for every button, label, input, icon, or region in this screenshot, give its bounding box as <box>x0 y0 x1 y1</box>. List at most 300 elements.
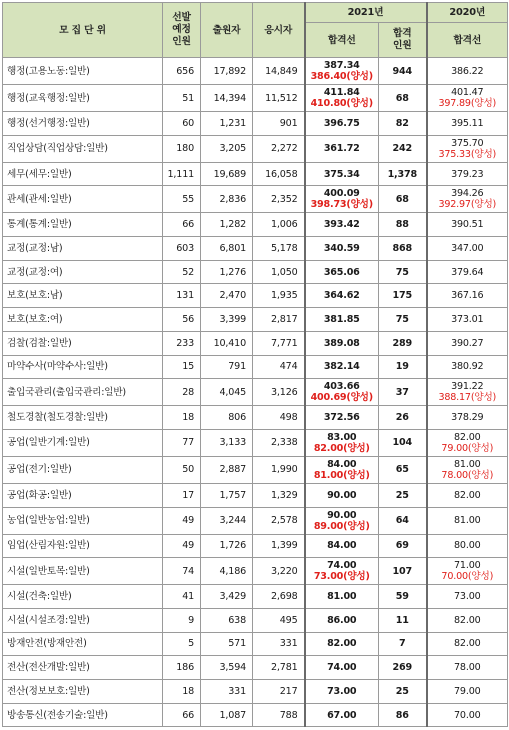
cell-cutoff-2020 <box>427 483 508 507</box>
cell-examinees <box>253 162 305 186</box>
cell-applicants <box>201 534 253 558</box>
cell-cutoff-2021 <box>305 260 379 284</box>
cell-passed-2021 <box>379 186 427 213</box>
unit-label: 보호(보호:여) <box>7 313 63 325</box>
cell-cutoff-2021 <box>305 656 379 680</box>
table-row <box>3 162 508 186</box>
cutoff-2021-gender-balance-value: 73.00(양성) <box>313 571 370 583</box>
cell-cutoff-2020 <box>427 585 508 609</box>
quota-value: 180 <box>176 143 194 155</box>
header-passed-2021 <box>379 23 427 58</box>
passed-2021-value: 242 <box>392 143 412 155</box>
cell-applicants <box>201 585 253 609</box>
cell-passed-2021 <box>379 355 427 379</box>
cell-quota <box>163 308 201 332</box>
cutoff-2021-value: 74.00 <box>327 560 357 572</box>
examinees-value: 217 <box>279 685 298 697</box>
applicants-value: 2,887 <box>219 464 246 476</box>
table-row <box>3 703 508 727</box>
cell-cutoff-2020 <box>427 85 508 112</box>
cutoff-2021-gender-balance-value: 400.69(양성) <box>310 392 373 404</box>
cutoff-2021-value: 74.00 <box>327 662 357 674</box>
cell-cutoff-2021 <box>305 186 379 213</box>
cutoff-2021-gender-balance-value: 386.40(양성) <box>310 71 373 82</box>
passed-2021-value: 69 <box>395 540 409 552</box>
cutoff-2021-value: 67.00 <box>327 709 357 721</box>
quota-value: 5 <box>188 638 194 650</box>
examinees-value: 3,126 <box>271 386 298 398</box>
cell-applicants <box>201 213 253 237</box>
passed-2021-value: 868 <box>392 242 412 254</box>
examinees-value: 1,006 <box>271 219 298 231</box>
examinees-value: 2,272 <box>271 143 298 155</box>
quota-value: 603 <box>176 242 194 254</box>
cell-examinees <box>253 58 305 85</box>
passed-2021-value: 1,378 <box>387 168 417 180</box>
table-row <box>3 213 508 237</box>
cell-passed-2021 <box>379 558 427 585</box>
cell-examinees <box>253 213 305 237</box>
cell-passed-2021 <box>379 331 427 355</box>
cell-examinees <box>253 260 305 284</box>
unit-label: 농업(일반농업:일반) <box>7 515 90 527</box>
cell-unit <box>3 186 163 213</box>
cell-cutoff-2020 <box>427 213 508 237</box>
passed-2021-value: 944 <box>392 65 412 77</box>
cutoff-2020-gender-balance-value: 392.97(양성) <box>438 199 497 211</box>
cutoff-2020-value: 390.51 <box>451 219 484 231</box>
passed-2021-value: 175 <box>392 290 412 302</box>
cell-passed-2021 <box>379 58 427 85</box>
cell-examinees <box>253 429 305 456</box>
cutoff-2020-value: 391.22 <box>451 381 484 393</box>
cell-quota <box>163 379 201 406</box>
quota-value: 17 <box>182 489 194 501</box>
cell-passed-2021 <box>379 406 427 430</box>
cell-unit <box>3 58 163 85</box>
cell-unit <box>3 534 163 558</box>
cell-cutoff-2020 <box>427 379 508 406</box>
quota-value: 50 <box>182 464 194 476</box>
cell-quota <box>163 135 201 162</box>
cell-cutoff-2020 <box>427 284 508 308</box>
cell-quota <box>163 558 201 585</box>
table-row <box>3 331 508 355</box>
cell-unit <box>3 379 163 406</box>
header-quota-text: 선발 예정 인원 <box>172 12 191 47</box>
cell-cutoff-2021 <box>305 135 379 162</box>
cutoff-2020-value: 386.22 <box>451 65 484 77</box>
cell-quota <box>163 162 201 186</box>
passed-2021-value: 11 <box>395 614 409 626</box>
examinees-value: 7,771 <box>271 337 298 349</box>
applicants-value: 571 <box>228 638 246 650</box>
cell-passed-2021 <box>379 456 427 483</box>
cell-quota <box>163 186 201 213</box>
cutoff-2020-value: 401.47 <box>451 87 484 98</box>
cell-examinees <box>253 284 305 308</box>
cell-quota <box>163 585 201 609</box>
quota-value: 233 <box>176 337 194 349</box>
examinees-value: 1,050 <box>271 266 298 278</box>
cutoff-2021-value: 372.56 <box>323 412 360 424</box>
cell-cutoff-2020 <box>427 558 508 585</box>
cell-cutoff-2020 <box>427 632 508 656</box>
quota-value: 52 <box>182 266 194 278</box>
cutoff-2020-value: 390.27 <box>451 337 484 349</box>
cutoff-2020-gender-balance-value: 70.00(양성) <box>441 571 494 583</box>
cell-passed-2021 <box>379 112 427 136</box>
table-row <box>3 680 508 704</box>
cutoff-2021-value: 389.08 <box>323 337 360 349</box>
applicants-value: 3,594 <box>219 662 246 674</box>
applicants-value: 806 <box>228 412 246 424</box>
cell-cutoff-2021 <box>305 162 379 186</box>
cutoff-2020-value: 375.70 <box>451 137 484 149</box>
cell-unit <box>3 237 163 261</box>
unit-label: 전산(정보보호:일반) <box>7 685 90 697</box>
cutoff-2020-gender-balance-value: 78.00(양성) <box>441 469 494 481</box>
cell-quota <box>163 355 201 379</box>
header-year-2020: 2020년 <box>427 3 508 23</box>
cutoff-2020-value: 82.00 <box>454 489 481 501</box>
unit-label: 임업(산림자원:일반) <box>7 540 90 552</box>
cell-quota <box>163 534 201 558</box>
quota-value: 49 <box>182 515 194 527</box>
unit-label: 시설(일반토목:일반) <box>7 565 90 577</box>
cell-unit <box>3 284 163 308</box>
cutoff-2021-value: 387.34 <box>323 60 360 71</box>
cutoff-2021-value: 381.85 <box>323 313 360 325</box>
table-row <box>3 483 508 507</box>
header-quota <box>163 3 201 58</box>
cell-cutoff-2020 <box>427 260 508 284</box>
cell-quota <box>163 406 201 430</box>
cutoff-2020-value: 367.16 <box>451 290 484 302</box>
unit-label: 보호(보호:남) <box>7 290 63 302</box>
examinees-value: 2,578 <box>271 515 298 527</box>
cutoff-2020-value: 347.00 <box>451 242 484 254</box>
cutoff-2020-value: 395.11 <box>451 117 484 129</box>
passed-2021-value: 64 <box>395 515 409 527</box>
cutoff-2020-value: 394.26 <box>451 188 484 200</box>
examinees-value: 1,399 <box>271 540 298 552</box>
cutoff-2021-gender-balance-value: 82.00(양성) <box>313 442 370 454</box>
cutoff-2020-gender-balance-value: 375.33(양성) <box>438 148 497 160</box>
quota-value: 66 <box>182 709 194 721</box>
table-body <box>3 58 508 727</box>
cutoff-2021-value: 73.00 <box>327 685 357 697</box>
cell-applicants <box>201 260 253 284</box>
cell-cutoff-2021 <box>305 534 379 558</box>
cell-unit <box>3 213 163 237</box>
recruitment-results-table <box>2 2 508 727</box>
cell-cutoff-2020 <box>427 456 508 483</box>
quota-value: 1,111 <box>167 168 194 180</box>
table-row <box>3 135 508 162</box>
cell-examinees <box>253 237 305 261</box>
cutoff-2020-value: 380.92 <box>451 361 484 373</box>
cutoff-2020-gender-balance-value: 388.17(양성) <box>438 392 497 404</box>
cell-quota <box>163 456 201 483</box>
cutoff-2020-value: 379.64 <box>451 266 484 278</box>
cell-cutoff-2021 <box>305 507 379 534</box>
quota-value: 41 <box>182 591 194 603</box>
header-applicants: 출원자 <box>201 3 253 58</box>
quota-value: 55 <box>182 193 194 205</box>
cell-cutoff-2020 <box>427 406 508 430</box>
cell-quota <box>163 483 201 507</box>
cutoff-2021-gender-balance-value: 410.80(양성) <box>310 98 373 109</box>
passed-2021-value: 107 <box>392 565 412 577</box>
cell-examinees <box>253 135 305 162</box>
cell-unit <box>3 680 163 704</box>
cell-unit <box>3 656 163 680</box>
table-row <box>3 355 508 379</box>
cutoff-2021-value: 400.09 <box>323 188 360 200</box>
cutoff-2020-value: 373.01 <box>451 313 484 325</box>
applicants-value: 1,276 <box>219 266 246 278</box>
table-row <box>3 112 508 136</box>
quota-value: 77 <box>182 437 194 449</box>
table-row <box>3 632 508 656</box>
passed-2021-value: 86 <box>395 709 409 721</box>
cell-quota <box>163 284 201 308</box>
cell-applicants <box>201 608 253 632</box>
cutoff-2021-value: 83.00 <box>327 431 357 443</box>
cell-applicants <box>201 703 253 727</box>
cell-passed-2021 <box>379 308 427 332</box>
examinees-value: 16,058 <box>265 168 298 180</box>
cell-applicants <box>201 308 253 332</box>
cutoff-2021-value: 90.00 <box>327 489 357 501</box>
cell-quota <box>163 331 201 355</box>
unit-label: 관세(관세:일반) <box>7 193 72 205</box>
cell-examinees <box>253 456 305 483</box>
cell-passed-2021 <box>379 237 427 261</box>
unit-label: 시설(건축:일반) <box>7 591 72 603</box>
applicants-value: 4,045 <box>219 386 246 398</box>
quota-value: 131 <box>176 290 194 302</box>
cell-passed-2021 <box>379 507 427 534</box>
cell-examinees <box>253 608 305 632</box>
cell-cutoff-2020 <box>427 656 508 680</box>
cell-applicants <box>201 456 253 483</box>
applicants-value: 3,133 <box>219 437 246 449</box>
cell-quota <box>163 703 201 727</box>
cell-cutoff-2021 <box>305 406 379 430</box>
table-row <box>3 608 508 632</box>
unit-label: 공업(화공:일반) <box>7 489 72 501</box>
cell-unit <box>3 429 163 456</box>
cell-cutoff-2020 <box>427 429 508 456</box>
passed-2021-value: 26 <box>395 412 409 424</box>
table-row <box>3 507 508 534</box>
table-row <box>3 284 508 308</box>
cutoff-2021-value: 382.14 <box>323 361 360 373</box>
cell-cutoff-2020 <box>427 680 508 704</box>
cell-applicants <box>201 162 253 186</box>
cell-cutoff-2020 <box>427 308 508 332</box>
cell-applicants <box>201 135 253 162</box>
cell-passed-2021 <box>379 585 427 609</box>
cell-quota <box>163 237 201 261</box>
cell-cutoff-2020 <box>427 331 508 355</box>
cell-applicants <box>201 379 253 406</box>
cell-cutoff-2020 <box>427 112 508 136</box>
quota-value: 9 <box>188 614 194 626</box>
cell-cutoff-2021 <box>305 608 379 632</box>
cutoff-2020-gender-balance-value: 397.89(양성) <box>438 98 497 109</box>
unit-label: 시설(시설조경:일반) <box>7 614 90 626</box>
unit-label: 마약수사(마약수사:일반) <box>7 361 108 373</box>
cell-unit <box>3 507 163 534</box>
cell-quota <box>163 656 201 680</box>
results-table-container <box>2 2 508 727</box>
quota-value: 60 <box>182 117 194 129</box>
cell-applicants <box>201 632 253 656</box>
applicants-value: 1,757 <box>219 489 246 501</box>
unit-label: 방송통신(전송기술:일반) <box>7 709 108 721</box>
unit-label: 전산(전산개발:일반) <box>7 662 90 674</box>
cutoff-2020-value: 379.23 <box>451 168 484 180</box>
cell-unit <box>3 135 163 162</box>
cutoff-2021-gender-balance-value: 398.73(양성) <box>310 199 373 211</box>
cell-cutoff-2020 <box>427 355 508 379</box>
cell-examinees <box>253 112 305 136</box>
cell-unit <box>3 558 163 585</box>
passed-2021-value: 82 <box>395 117 409 129</box>
cell-passed-2021 <box>379 85 427 112</box>
header-passed-text: 합격 인원 <box>392 28 412 51</box>
header-year-2021: 2021년 <box>305 3 427 23</box>
cell-unit <box>3 703 163 727</box>
cutoff-2021-value: 411.84 <box>323 87 360 98</box>
cell-unit <box>3 85 163 112</box>
applicants-value: 6,801 <box>219 242 246 254</box>
cell-cutoff-2021 <box>305 58 379 85</box>
quota-value: 186 <box>176 662 194 674</box>
cell-unit <box>3 260 163 284</box>
examinees-value: 788 <box>279 709 298 721</box>
examinees-value: 5,178 <box>271 242 298 254</box>
applicants-value: 19,689 <box>213 168 246 180</box>
cell-examinees <box>253 585 305 609</box>
cutoff-2021-value: 393.42 <box>323 219 360 231</box>
cell-applicants <box>201 558 253 585</box>
cell-applicants <box>201 284 253 308</box>
examinees-value: 14,849 <box>265 65 298 77</box>
cell-applicants <box>201 656 253 680</box>
passed-2021-value: 25 <box>395 489 409 501</box>
unit-label: 행정(선거행정:일반) <box>7 117 90 129</box>
cell-applicants <box>201 507 253 534</box>
applicants-value: 1,231 <box>219 117 246 129</box>
cell-examinees <box>253 632 305 656</box>
table-row <box>3 186 508 213</box>
examinees-value: 3,220 <box>271 565 298 577</box>
cell-quota <box>163 507 201 534</box>
examinees-value: 331 <box>279 638 298 650</box>
cell-cutoff-2020 <box>427 58 508 85</box>
cutoff-2021-value: 84.00 <box>327 540 357 552</box>
cell-cutoff-2021 <box>305 585 379 609</box>
table-row <box>3 429 508 456</box>
cell-passed-2021 <box>379 534 427 558</box>
cell-cutoff-2021 <box>305 703 379 727</box>
cell-passed-2021 <box>379 135 427 162</box>
cell-unit <box>3 331 163 355</box>
cell-cutoff-2020 <box>427 534 508 558</box>
cell-applicants <box>201 112 253 136</box>
cell-passed-2021 <box>379 260 427 284</box>
table-row <box>3 585 508 609</box>
table-row <box>3 260 508 284</box>
unit-label: 출입국관리(출입국관리:일반) <box>7 386 126 398</box>
cell-examinees <box>253 558 305 585</box>
cell-cutoff-2021 <box>305 284 379 308</box>
cutoff-2020-value: 81.00 <box>454 515 481 527</box>
unit-label: 철도경찰(철도경찰:일반) <box>7 412 108 424</box>
cell-cutoff-2021 <box>305 558 379 585</box>
cutoff-2021-value: 364.62 <box>323 290 360 302</box>
cell-applicants <box>201 186 253 213</box>
cell-cutoff-2021 <box>305 680 379 704</box>
unit-label: 공업(일반기계:일반) <box>7 437 90 449</box>
header-examinees: 응시자 <box>253 3 305 58</box>
cutoff-2020-value: 80.00 <box>454 540 481 552</box>
cell-unit <box>3 456 163 483</box>
quota-value: 15 <box>182 361 194 373</box>
table-row <box>3 456 508 483</box>
examinees-value: 1,990 <box>271 464 298 476</box>
examinees-value: 498 <box>279 412 298 424</box>
table-row <box>3 379 508 406</box>
cell-quota <box>163 429 201 456</box>
examinees-value: 495 <box>279 614 298 626</box>
cell-applicants <box>201 237 253 261</box>
passed-2021-value: 25 <box>395 685 409 697</box>
unit-label: 세무(세무:일반) <box>7 168 72 180</box>
applicants-value: 3,399 <box>219 313 246 325</box>
cell-quota <box>163 680 201 704</box>
cell-passed-2021 <box>379 284 427 308</box>
cutoff-2021-value: 340.59 <box>323 242 360 254</box>
examinees-value: 2,781 <box>271 662 298 674</box>
passed-2021-value: 289 <box>392 337 412 349</box>
unit-label: 직업상담(직업상담:일반) <box>7 143 108 155</box>
applicants-value: 3,244 <box>219 515 246 527</box>
cell-cutoff-2021 <box>305 331 379 355</box>
examinees-value: 2,352 <box>271 193 298 205</box>
header-unit: 모 집 단 위 <box>3 3 163 58</box>
cutoff-2020-value: 73.00 <box>454 591 481 603</box>
table-row <box>3 237 508 261</box>
examinees-value: 901 <box>279 117 298 129</box>
cell-passed-2021 <box>379 379 427 406</box>
applicants-value: 3,429 <box>219 591 246 603</box>
cutoff-2021-value: 396.75 <box>323 117 360 129</box>
cell-applicants <box>201 355 253 379</box>
passed-2021-value: 68 <box>395 193 409 205</box>
passed-2021-value: 269 <box>392 662 412 674</box>
cutoff-2021-gender-balance-value: 81.00(양성) <box>313 469 370 481</box>
unit-label: 행정(교육행정:일반) <box>7 92 90 104</box>
passed-2021-value: 75 <box>395 313 409 325</box>
cell-cutoff-2021 <box>305 429 379 456</box>
cutoff-2021-value: 82.00 <box>327 638 357 650</box>
unit-label: 공업(전기:일반) <box>7 464 72 476</box>
